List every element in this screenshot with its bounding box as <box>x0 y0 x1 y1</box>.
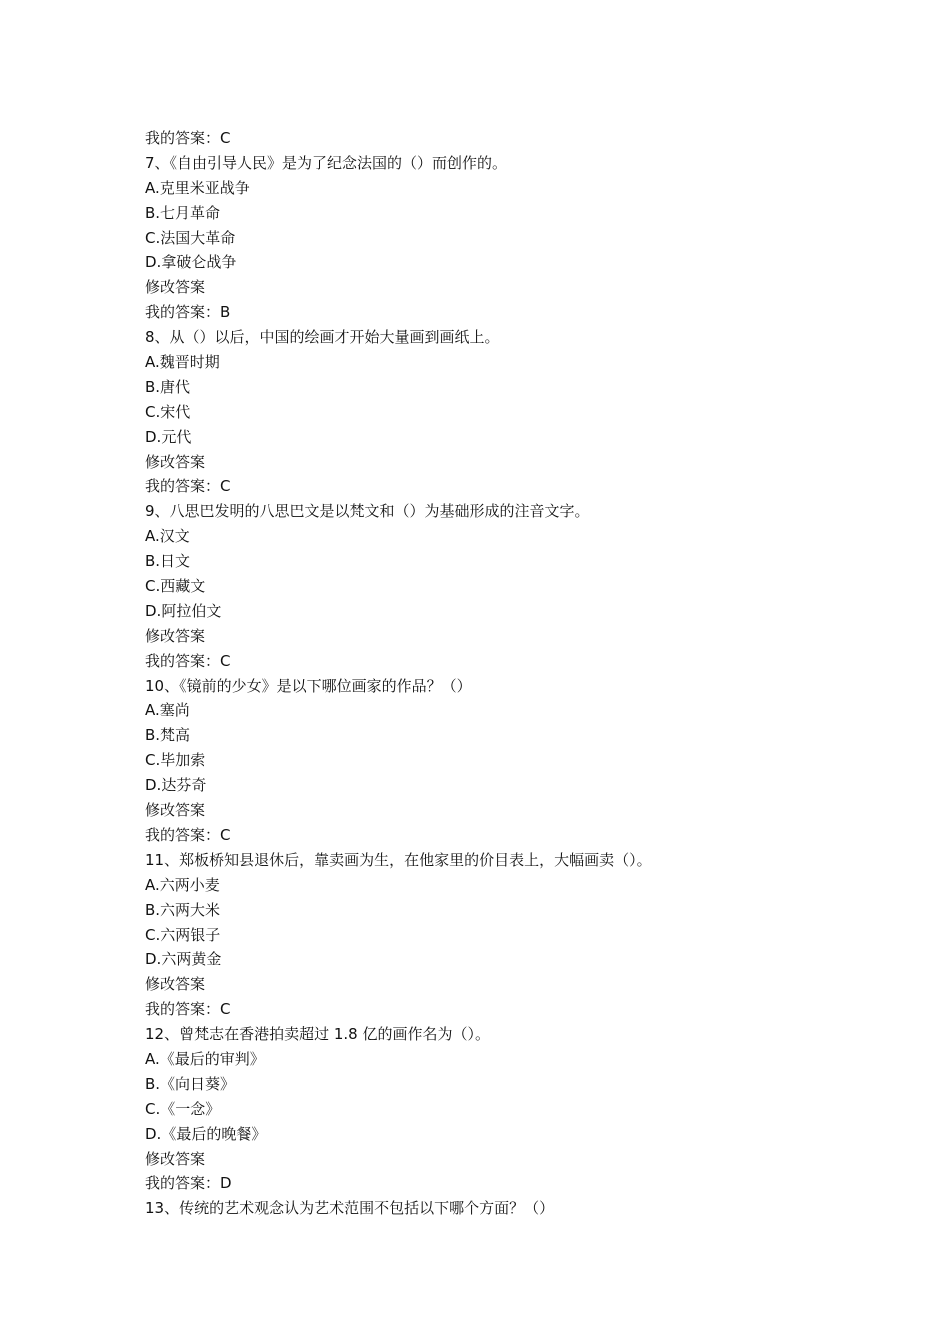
option-a: A.六两小麦 <box>145 875 220 894</box>
question-block <box>145 499 865 673</box>
modify-answer-link[interactable]: 修改答案 <box>145 1149 206 1168</box>
my-answer: 我的答案：B <box>145 303 231 322</box>
option-a: A.《最后的审判》 <box>145 1049 265 1068</box>
option-d: D.阿拉伯文 <box>145 601 222 620</box>
my-answer: 我的答案：C <box>145 825 231 844</box>
question-text: 7、《自由引导人民》是为了纪念法国的（）而创作的。 <box>145 153 508 172</box>
option-d: D.元代 <box>145 427 192 446</box>
option-b: B.《向日葵》 <box>145 1074 236 1093</box>
option-c: C.《一念》 <box>145 1099 221 1118</box>
option-b: B.七月革命 <box>145 203 221 222</box>
question-text: 11、郑板桥知县退休后，靠卖画为生，在他家里的价目表上，大幅画卖（）。 <box>145 850 652 869</box>
question-text: 8、从（）以后，中国的绘画才开始大量画到画纸上。 <box>145 328 500 347</box>
option-b: B.日文 <box>145 552 191 571</box>
question-block <box>145 1022 865 1196</box>
option-d: D.《最后的晚餐》 <box>145 1124 267 1143</box>
my-answer: 我的答案：C <box>145 1000 231 1019</box>
question-block <box>145 848 865 1022</box>
option-a: A.塞尚 <box>145 701 190 720</box>
modify-answer-link[interactable]: 修改答案 <box>145 452 206 471</box>
question-block <box>145 674 865 848</box>
option-b: B.六两大米 <box>145 900 221 919</box>
my-answer: 我的答案：D <box>145 1174 232 1193</box>
question-text: 12、曾梵志在香港拍卖超过 1.8 亿的画作名为（）。 <box>145 1025 490 1044</box>
option-c: C.六两银子 <box>145 925 221 944</box>
option-c: C.毕加索 <box>145 751 206 770</box>
modify-answer-link[interactable]: 修改答案 <box>145 626 206 645</box>
option-c: C.宋代 <box>145 402 191 421</box>
my-answer: 我的答案：C <box>145 651 231 670</box>
question-text: 13、传统的艺术观念认为艺术范围不包括以下哪个方面？（） <box>145 1199 555 1218</box>
question-block <box>145 151 865 325</box>
prev-answer: 我的答案：C <box>145 129 231 147</box>
option-c: C.西藏文 <box>145 577 206 596</box>
my-answer: 我的答案：C <box>145 477 231 496</box>
document-page <box>145 126 865 1221</box>
option-a: A.克里米亚战争 <box>145 178 250 197</box>
option-a: A.魏晋时期 <box>145 353 220 372</box>
option-b: B.唐代 <box>145 377 191 396</box>
modify-answer-link[interactable]: 修改答案 <box>145 801 206 820</box>
option-d: D.六两黄金 <box>145 950 222 969</box>
option-d: D.拿破仑战争 <box>145 253 237 272</box>
question-block <box>145 325 865 499</box>
modify-answer-link[interactable]: 修改答案 <box>145 278 206 297</box>
option-c: C.法国大革命 <box>145 228 236 247</box>
modify-answer-link[interactable]: 修改答案 <box>145 975 206 994</box>
question-text: 9、八思巴发明的八思巴文是以梵文和（）为基础形成的注音文字。 <box>145 502 590 521</box>
question-text: 10、《镜前的少女》是以下哪位画家的作品？（） <box>145 676 472 695</box>
option-a: A.汉文 <box>145 527 190 546</box>
option-d: D.达芬奇 <box>145 776 207 795</box>
option-b: B.梵高 <box>145 726 191 745</box>
